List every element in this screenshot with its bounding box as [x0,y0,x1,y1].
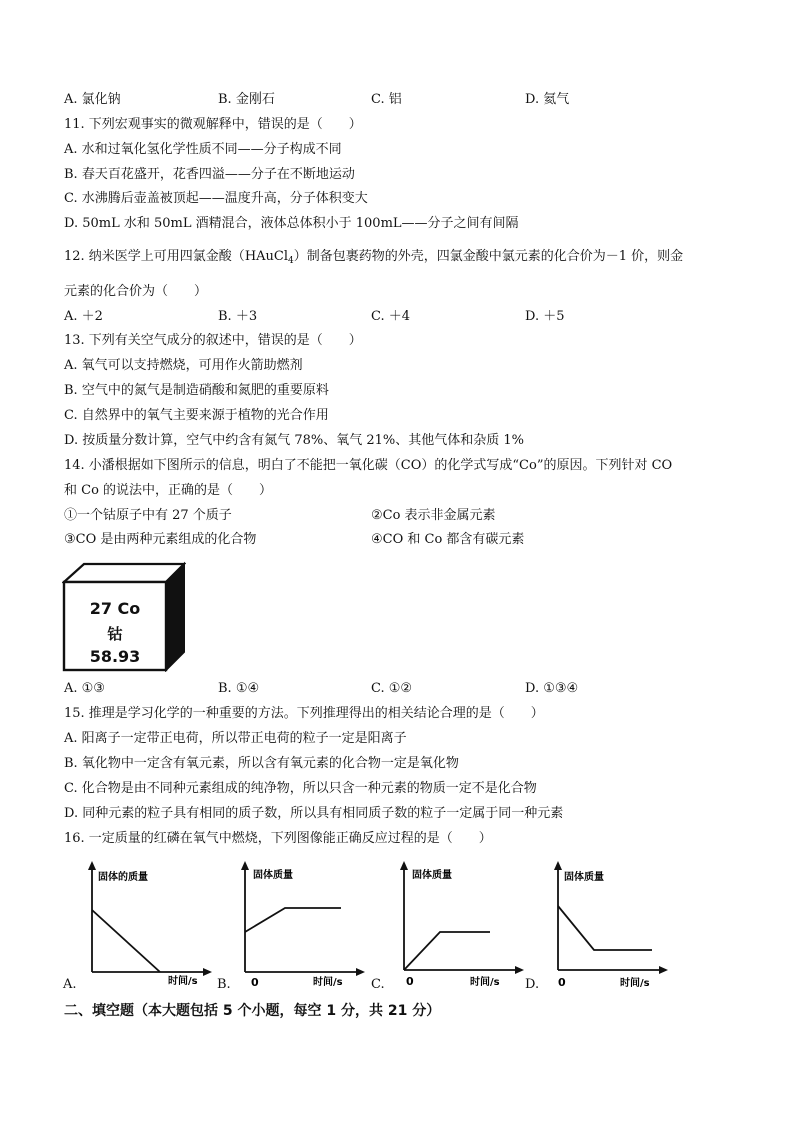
q13-option-a: A. 氧气可以支持燃烧，可用作火箭助燃剂 [64,358,303,373]
q10-option-c: C. 铝 [371,92,402,107]
graph-c-curve [404,932,490,970]
graph-a-curve [92,910,160,972]
q13-stem: 13. 下列有关空气成分的叙述中，错误的是（ ） [64,333,362,348]
q12-option-b: B. ＋3 [218,309,258,324]
q12-stem-pre: 12. 纳米医学上可用四氯金酸（ [64,249,245,264]
q14-statement-1: ①一个钴原子中有 27 个质子 [64,508,232,523]
q12-stem-post: ）制备包裹药物的外壳，四氯金酸中氯元素的化合价为－1 价，则金 [293,249,684,264]
graph-d-letter: D. [525,977,540,992]
q14-stem-line1: 14. 小潘根据如下图所示的信息，明白了不能把一氧化碳（CO）的化学式写成“Co”的原因。下列针对 CO [64,458,673,473]
q14-stem-line2: 和 Co 的说法中，正确的是（ ） [64,483,273,498]
graph-b-ylabel: 固体质量 [253,870,293,881]
q16-stem: 16. 一定质量的红磷在氧气中燃烧，下列图像能正确反应过程的是（ ） [64,831,492,846]
graph-c-letter: C. [371,977,385,992]
q11-option-d: D. 50mL 水和 50mL 酒精混合，液体总体积小于 100mL——分子之间有间隔 [64,216,519,231]
q13-option-b: B. 空气中的氮气是制造硝酸和氮肥的重要原料 [64,383,329,398]
graph-a-letter: A. [63,977,77,992]
q11-option-a: A. 水和过氧化氢化学性质不同——分子构成不同 [64,142,342,157]
graph-d-y-arrow [554,861,562,870]
graph-b-x-arrow [356,968,365,976]
graph-a-xlabel: 时间/s [168,976,198,987]
q11-option-b: B. 春天百花盛开，花香四溢——分子在不断地运动 [64,167,355,182]
q15-option-d: D. 同种元素的粒子具有相同的质子数，所以具有相同质子数的粒子一定属于同一种元素 [64,806,564,821]
graph-c-origin: 0 [406,975,414,988]
graph-c-xlabel: 时间/s [470,977,500,988]
element-card [62,560,186,672]
graph-b-letter: B. [217,977,231,992]
graph-b [233,858,373,988]
q14-option-b: B. ①④ [218,681,260,696]
q12-option-d: D. ＋5 [525,309,565,324]
graph-d-curve [558,906,652,950]
q14-statement-2: ②Co 表示非金属元素 [371,508,496,523]
graph-c-x-arrow [515,966,524,974]
q14-option-d: D. ①③④ [525,681,579,696]
q15-option-a: A. 阳离子一定带正电荷，所以带正电荷的粒子一定是阳离子 [64,731,407,746]
element-card-symbol: 27 Co [89,599,141,618]
graph-d-xlabel: 时间/s [620,978,650,988]
q14-option-c: C. ①② [371,681,413,696]
graph-d-x-arrow [659,966,668,974]
q14-statement-3: ③CO 是由两种元素组成的化合物 [64,532,257,547]
graph-b-xlabel: 时间/s [313,977,343,988]
graph-d [546,858,686,988]
q15-option-c: C. 化合物是由不同种元素组成的纯净物，所以只含一种元素的物质一定不是化合物 [64,781,537,796]
graph-b-curve [245,908,341,932]
q11-stem: 11. 下列宏观事实的微观解释中，错误的是（ ） [64,117,362,132]
graph-b-y-arrow [241,861,249,870]
q12-option-c: C. ＋4 [371,309,411,324]
graph-c [392,858,532,988]
q13-option-d: D. 按质量分数计算，空气中约含有氮气 78%、氧气 21%、其他气体和杂质 1% [64,433,525,448]
q15-option-b: B. 氧化物中一定含有氧元素，所以含有氧元素的化合物一定是氧化物 [64,756,459,771]
q12-stem [64,248,683,270]
q15-stem: 15. 推理是学习化学的一种重要的方法。下列推理得出的相关结论合理的是（ ） [64,706,544,721]
q13-option-c: C. 自然界中的氧气主要来源于植物的光合作用 [64,408,329,423]
q10-option-d: D. 氦气 [525,92,570,107]
graph-a [80,858,220,988]
graph-a-ylabel: 固体的质量 [98,872,148,883]
element-card-name: 钴 [107,625,123,643]
graph-d-ylabel: 固体质量 [564,872,604,883]
q10-option-b: B. 金刚石 [218,92,275,107]
q10-option-a: A. 氯化钠 [64,92,121,107]
q11-option-c: C. 水沸腾后壶盖被顶起——温度升高，分子体积变大 [64,191,368,206]
q12-formula: HAuCl [244,249,289,264]
q14-statement-4: ④CO 和 Co 都含有碳元素 [371,532,525,547]
graph-c-y-arrow [400,861,408,870]
graph-b-origin: 0 [251,976,259,988]
q14-option-a: A. ①③ [64,681,105,696]
q12-stem-line2: 元素的化合价为（ ） [64,284,208,299]
graph-d-origin: 0 [558,976,566,988]
element-card-mass: 58.93 [89,647,141,666]
section-2-title: 二、填空题（本大题包括 5 个小题，每空 1 分，共 21 分） [64,1003,441,1019]
graph-a-y-arrow [88,861,96,870]
graph-c-ylabel: 固体质量 [412,870,452,881]
q12-formula-subscript: 4 [288,256,294,266]
graph-a-x-arrow [203,968,212,976]
q12-option-a: A. ＋2 [64,309,103,324]
